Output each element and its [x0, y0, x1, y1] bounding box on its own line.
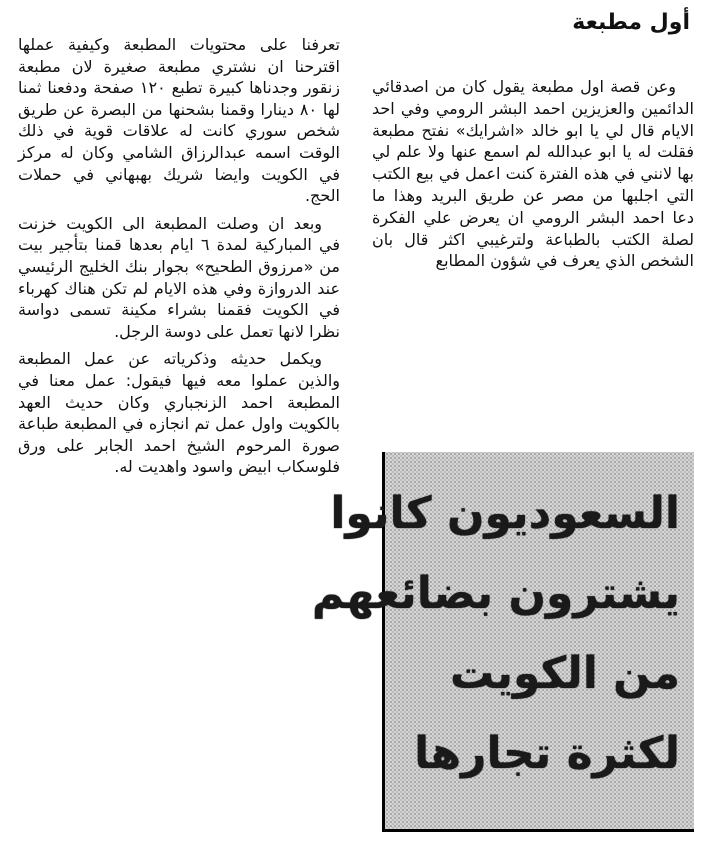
- left-column-paragraph: وبعد ان وصلت المطبعة الى الكويت خزنت في المباركية لمدة ٦ ايام بعدها قمنا بتأجير بيت من «مرزوق الطحيح» بجوار بنك الخليج الرئيسي عند الدروازة وفي هذه الايام لم تكن هناك كهرباء في الكويت فقمنا بشراء مكينة تسمى دواسة نظرا لانها تعمل على دوسة الرجل.: [18, 213, 340, 341]
- right-column-paragraph: وعن قصة اول مطبعة يقول كان من اصدقائي الدائمين والعزيزين احمد البشر الرومي وفي احد الايام قال لي يا ابو خالد «اشرايك» نفتح مطبعة فقلت له يا ابو عبدالله لم اسمع عنها ولا علم لي بها لانني في هذه الفترة كنت اعمل في بيع الكتب التي اجلبها من مصر عن طريق البريد وهذا ما دعا احمد البشر الرومي ان يعرض علي الفكرة لصلة الكتب بالطباعة ولترغيبي اكثر قال بان الشخص الذي يعرف في شؤون المطابع: [372, 77, 694, 271]
- article-headline: أول مطبعة: [572, 10, 690, 35]
- pull-quote-box: [311, 452, 694, 832]
- left-column-paragraph: ويكمل حديثه وذكرياته عن عمل المطبعة والذين عملوا معه فيها فيقول: عمل معنا في المطبعة احمد الزنجباري وكان حديث العهد بالكويت واول عمل تم انجازه في المطبعة طباعة صورة المرحوم الشيخ احمد الجابر على ورق فلوسكاب ابيض واسود واهديت له.: [18, 349, 340, 477]
- left-column-paragraph: تعرفنا على محتويات المطبعة وكيفية عملها اقترحنا ان نشتري مطبعة صغيرة لان مطبعة زنقور وجدناها كبيرة تطبع ١٢٠ صفحة ودفعنا ثمنا لها ٨٠ دينارا وقمنا بشحنها من البصرة عن طريق شخص سوري كانت له علاقات قوية في ذلك الوقت اسمه عبدالرزاق الشامي وكان له مركز في الكويت وايضا شريك بهبهاني في حملات الحج.: [18, 35, 341, 206]
- pull-quote-line: لكثرة تجارها: [414, 728, 680, 779]
- pull-quote-line: السعوديون كانوا: [330, 488, 680, 539]
- pull-quote-line: يشترون بضائعهم: [311, 568, 680, 619]
- pull-quote-line: من الكويت: [449, 648, 680, 699]
- pull-quote-text: [311, 474, 680, 819]
- right-column: [372, 8, 694, 272]
- left-column: [18, 34, 340, 484]
